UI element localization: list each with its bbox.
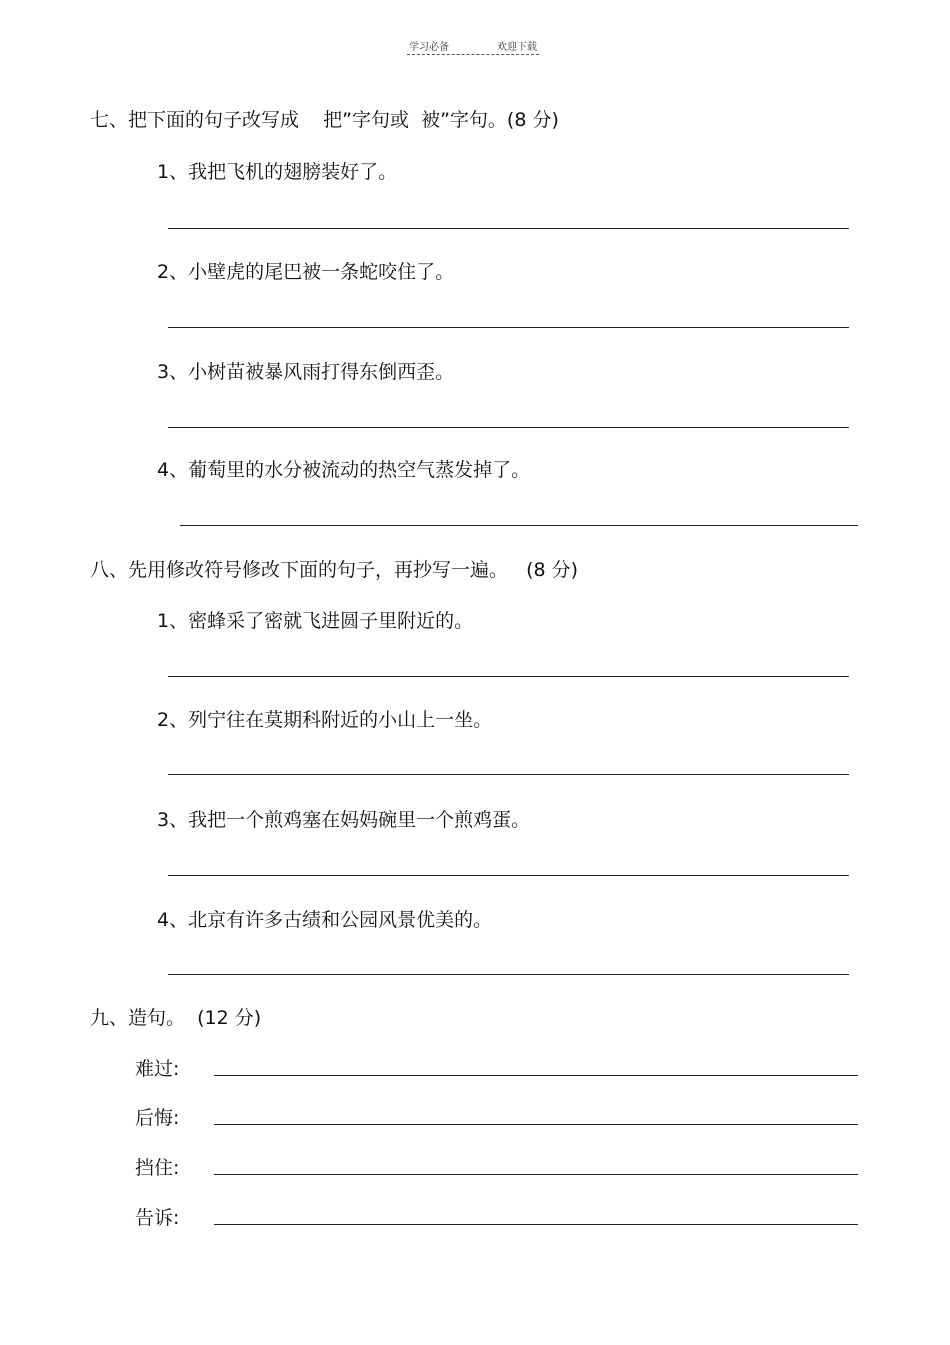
section-8-answer-line-1[interactable] — [168, 676, 849, 677]
section-7-answer-line-1[interactable] — [168, 228, 849, 229]
section-8-answer-line-4[interactable] — [168, 974, 849, 975]
sentence-answer-line-4[interactable] — [214, 1224, 858, 1225]
page-header — [407, 38, 539, 58]
sentence-answer-line-2[interactable] — [214, 1124, 858, 1125]
sentence-word-4: 告诉: — [135, 1207, 180, 1229]
section-7-item-3: 3、小树苗被暴风雨打得东倒西歪。 — [157, 361, 455, 383]
section-7-answer-line-3[interactable] — [168, 427, 849, 428]
section-7-item-4: 4、葡萄里的水分被流动的热空气蒸发掉了。 — [157, 459, 531, 481]
section-7-title: 七、把下面的句子改写成 把”字句或 被”字句。(8 分) — [90, 109, 559, 131]
sentence-answer-line-3[interactable] — [214, 1174, 858, 1175]
section-8-item-4: 4、北京有许多古绩和公园风景优美的。 — [157, 909, 493, 931]
section-8-answer-line-2[interactable] — [168, 774, 849, 775]
section-8-item-1: 1、密蜂采了密就飞进圆子里附近的。 — [157, 610, 474, 632]
section-9-title: 九、造句。 (12 分) — [90, 1007, 262, 1029]
header-left-text: 学习必备 — [409, 42, 449, 53]
sentence-answer-line-1[interactable] — [214, 1075, 858, 1076]
sentence-word-1: 难过: — [135, 1058, 180, 1080]
header-dashed-rule — [407, 54, 539, 55]
sentence-word-3: 挡住: — [135, 1157, 180, 1179]
section-8-title: 八、先用修改符号修改下面的句子，再抄写一遍。 (8 分) — [90, 559, 579, 581]
section-8-item-3: 3、我把一个煎鸡塞在妈妈碗里一个煎鸡蛋。 — [157, 809, 531, 831]
section-7-item-2: 2、小壁虎的尾巴被一条蛇咬住了。 — [157, 261, 455, 283]
section-7-answer-line-4[interactable] — [180, 525, 858, 526]
section-8-answer-line-3[interactable] — [168, 875, 849, 876]
sentence-word-2: 后悔: — [135, 1107, 180, 1129]
section-8-item-2: 2、列宁往在莫期科附近的小山上一坐。 — [157, 709, 493, 731]
header-right-text: 欢迎下载 — [497, 42, 537, 53]
section-7-item-1: 1、我把飞机的翅膀装好了。 — [157, 161, 398, 183]
section-7-answer-line-2[interactable] — [168, 327, 849, 328]
